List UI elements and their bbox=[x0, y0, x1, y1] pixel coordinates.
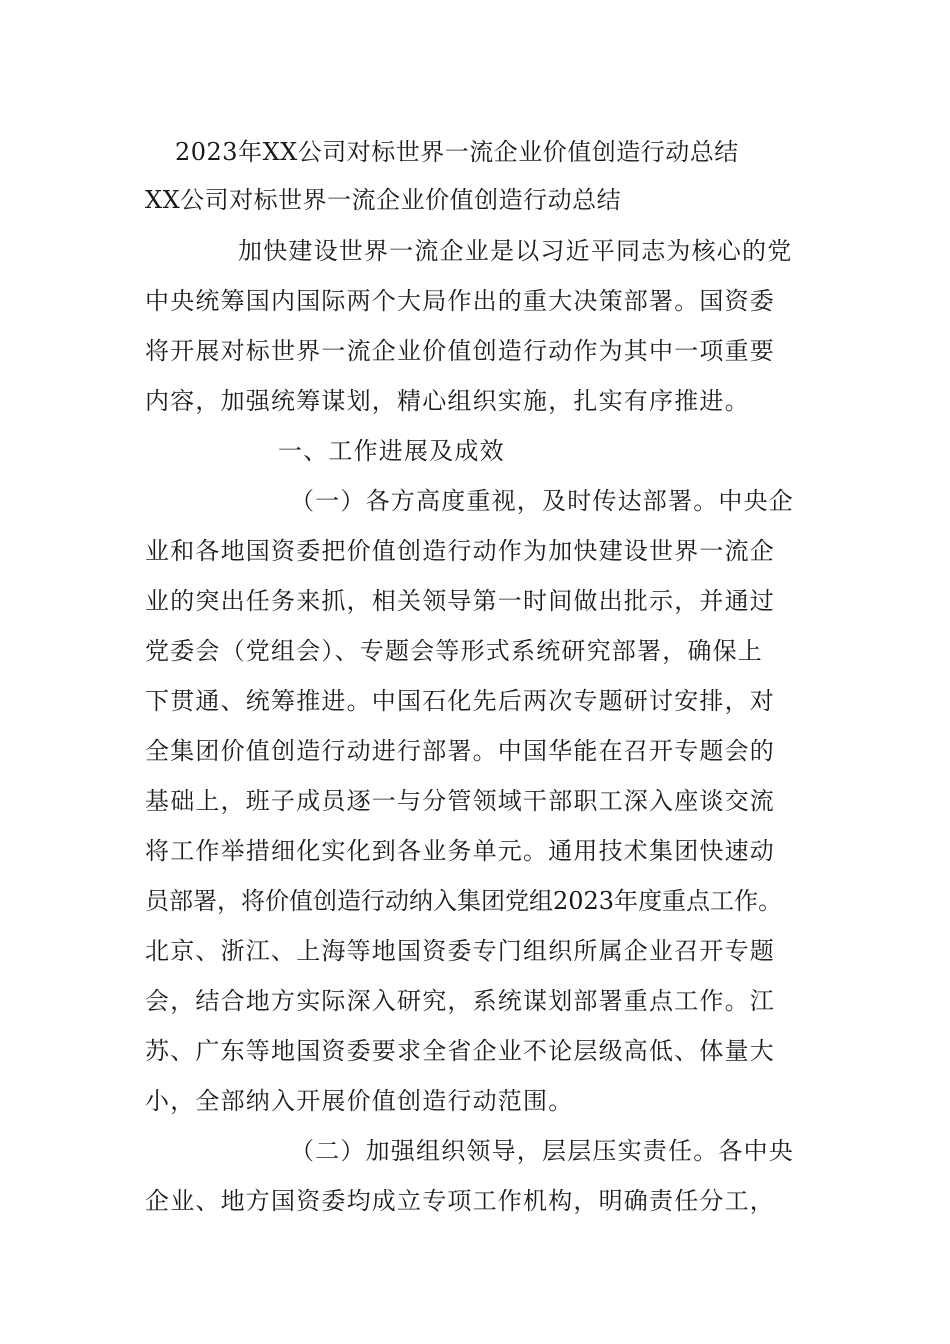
paragraph-line: 下贯通、统筹推进。中国石化先后两次专题研讨安排，对 bbox=[145, 687, 775, 715]
intro-line: 内容，加强统筹谋划，精心组织实施，扎实有序推进。 bbox=[145, 387, 750, 415]
paragraph-line: 会，结合地方实际深入研究，系统谋划部署重点工作。江 bbox=[145, 987, 775, 1015]
paragraph-line: （一）各方高度重视，及时传达部署。中央企 bbox=[290, 487, 794, 515]
document-title: 2023年XX公司对标世界一流企业价值创造行动总结 bbox=[175, 138, 739, 166]
paragraph-line: 小，全部纳入开展价值创造行动范围。 bbox=[145, 1087, 574, 1115]
paragraph-line: 基础上，班子成员逐一与分管领域干部职工深入座谈交流 bbox=[145, 787, 775, 815]
paragraph-line: 将工作举措细化实化到各业务单元。通用技术集团快速动 bbox=[145, 837, 775, 865]
paragraph-line: 企业、地方国资委均成立专项工作机构，明确责任分工， bbox=[145, 1187, 775, 1215]
paragraph-line: 业的突出任务来抓，相关领导第一时间做出批示，并通过 bbox=[145, 587, 775, 615]
paragraph-line: 业和各地国资委把价值创造行动作为加快建设世界一流企 bbox=[145, 537, 775, 565]
intro-line: 中央统筹国内国际两个大局作出的重大决策部署。国资委 bbox=[145, 287, 775, 315]
section-heading: 一、工作进展及成效 bbox=[278, 437, 505, 465]
paragraph-line: （二）加强组织领导，层层压实责任。各中央 bbox=[290, 1137, 794, 1165]
paragraph-line: 苏、广东等地国资委要求全省企业不论层级高低、体量大 bbox=[145, 1037, 775, 1065]
intro-line: 将开展对标世界一流企业价值创造行动作为其中一项重要 bbox=[145, 337, 775, 365]
document-subtitle: XX公司对标世界一流企业价值创造行动总结 bbox=[145, 186, 622, 214]
paragraph-line: 全集团价值创造行动进行部署。中国华能在召开专题会的 bbox=[145, 737, 775, 765]
intro-line: 加快建设世界一流企业是以习近平同志为核心的党 bbox=[238, 237, 793, 265]
paragraph-line: 员部署，将价值创造行动纳入集团党组2023年度重点工作。 bbox=[145, 887, 783, 915]
paragraph-line: 北京、浙江、上海等地国资委专门组织所属企业召开专题 bbox=[145, 937, 775, 965]
paragraph-line: 党委会（党组会）、专题会等形式系统研究部署，确保上 bbox=[145, 637, 763, 665]
